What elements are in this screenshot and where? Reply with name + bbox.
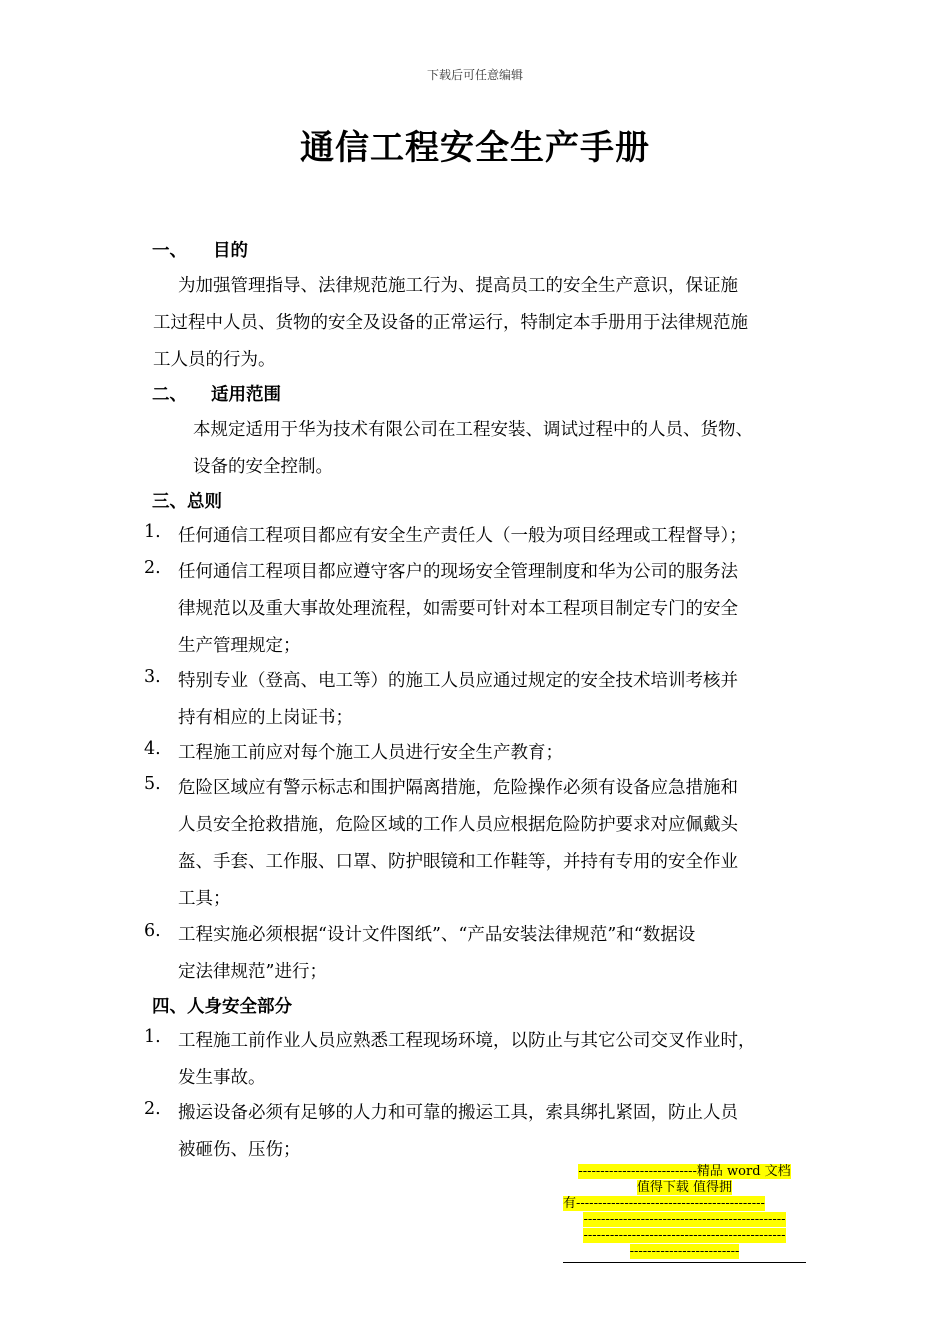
list-item-number: 5. xyxy=(144,774,161,794)
footer-divider xyxy=(563,1262,806,1263)
list-item-line: 工程施工前应对每个施工人员进行安全生产教育； xyxy=(178,743,563,763)
list-item-line: 搬运设备必须有足够的人力和可靠的搬运工具，索具绑扎紧固，防止人员 xyxy=(178,1103,738,1123)
scope-line-2: 设备的安全控制。 xyxy=(193,457,333,477)
list-item-number: 1. xyxy=(144,522,161,542)
footer-line: ---------------------------------------------- xyxy=(583,1228,786,1243)
list-item-line: 盔、手套、工作服、口罩、防护眼镜和工作鞋等，并持有专用的安全作业 xyxy=(178,852,738,872)
list-item-number: 4. xyxy=(144,739,161,759)
section-heading-purpose xyxy=(152,237,248,262)
list-item-line: 定法律规范”进行； xyxy=(178,962,327,982)
list-item-number: 2. xyxy=(144,1099,161,1119)
section-label: 适用范围 xyxy=(211,385,281,405)
footer-watermark xyxy=(563,1164,806,1260)
purpose-line-2: 工过程中人员、货物的安全及设备的正常运行，特制定本手册用于法律规范施 xyxy=(153,313,748,333)
footer-line: ---------------------------------------------- xyxy=(583,1212,786,1227)
purpose-line-1: 为加强管理指导、法律规范施工行为、提高员工的安全生产意识，保证施 xyxy=(178,276,738,296)
list-item-line: 人员安全抢救措施，危险区域的工作人员应根据危险防护要求对应佩戴头 xyxy=(178,815,738,835)
list-item-line: 被砸伤、压伤； xyxy=(178,1140,301,1160)
document-title: 通信工程安全生产手册 xyxy=(300,128,650,168)
section-number: 二、 xyxy=(152,385,187,405)
footer-line: ------------------------- xyxy=(629,1244,740,1259)
list-item-line: 危险区域应有警示标志和围护隔离措施，危险操作必须有设备应急措施和 xyxy=(178,778,738,798)
list-item-line: 工程实施必须根据“设计文件图纸”、“产品安装法律规范”和“数据设 xyxy=(178,925,696,945)
section-heading-general: 三、总则 xyxy=(152,492,222,512)
list-item-line: 工程施工前作业人员应熟悉工程现场环境，以防止与其它公司交叉作业时， xyxy=(178,1031,756,1051)
list-item-line: 工具； xyxy=(178,889,231,909)
list-item-line: 任何通信工程项目都应遵守客户的现场安全管理制度和华为公司的服务法 xyxy=(178,562,738,582)
list-item-number: 1. xyxy=(144,1027,161,1047)
section-number: 一、 xyxy=(152,241,187,261)
section-heading-scope xyxy=(152,381,281,406)
list-item-line: 发生事故。 xyxy=(178,1068,266,1088)
list-item-number: 6. xyxy=(144,921,161,941)
footer-line: ---------------------------精品 word 文档 xyxy=(578,1164,791,1179)
footer-line: 有------------------------------------------- xyxy=(563,1196,765,1211)
section-label: 目的 xyxy=(213,241,248,261)
scope-line-1: 本规定适用于华为技术有限公司在工程安装、调试过程中的人员、货物、 xyxy=(193,420,753,440)
purpose-line-3: 工人员的行为。 xyxy=(153,350,276,370)
list-item-number: 2. xyxy=(144,558,161,578)
list-item-line: 特别专业（登高、电工等）的施工人员应通过规定的安全技术培训考核并 xyxy=(178,671,738,691)
header-note: 下载后可任意编辑 xyxy=(426,68,523,82)
section-heading-personal-safety: 四、人身安全部分 xyxy=(152,997,292,1017)
list-item-line: 持有相应的上岗证书； xyxy=(178,708,353,728)
list-item-line: 生产管理规定； xyxy=(178,636,301,656)
list-item-line: 律规范以及重大事故处理流程，如需要可针对本工程项目制定专门的安全 xyxy=(178,599,738,619)
list-item-line: 任何通信工程项目都应有安全生产责任人（一般为项目经理或工程督导）； xyxy=(178,526,747,546)
list-item-number: 3. xyxy=(144,667,161,687)
footer-line: 值得下载 值得拥 xyxy=(636,1180,733,1195)
